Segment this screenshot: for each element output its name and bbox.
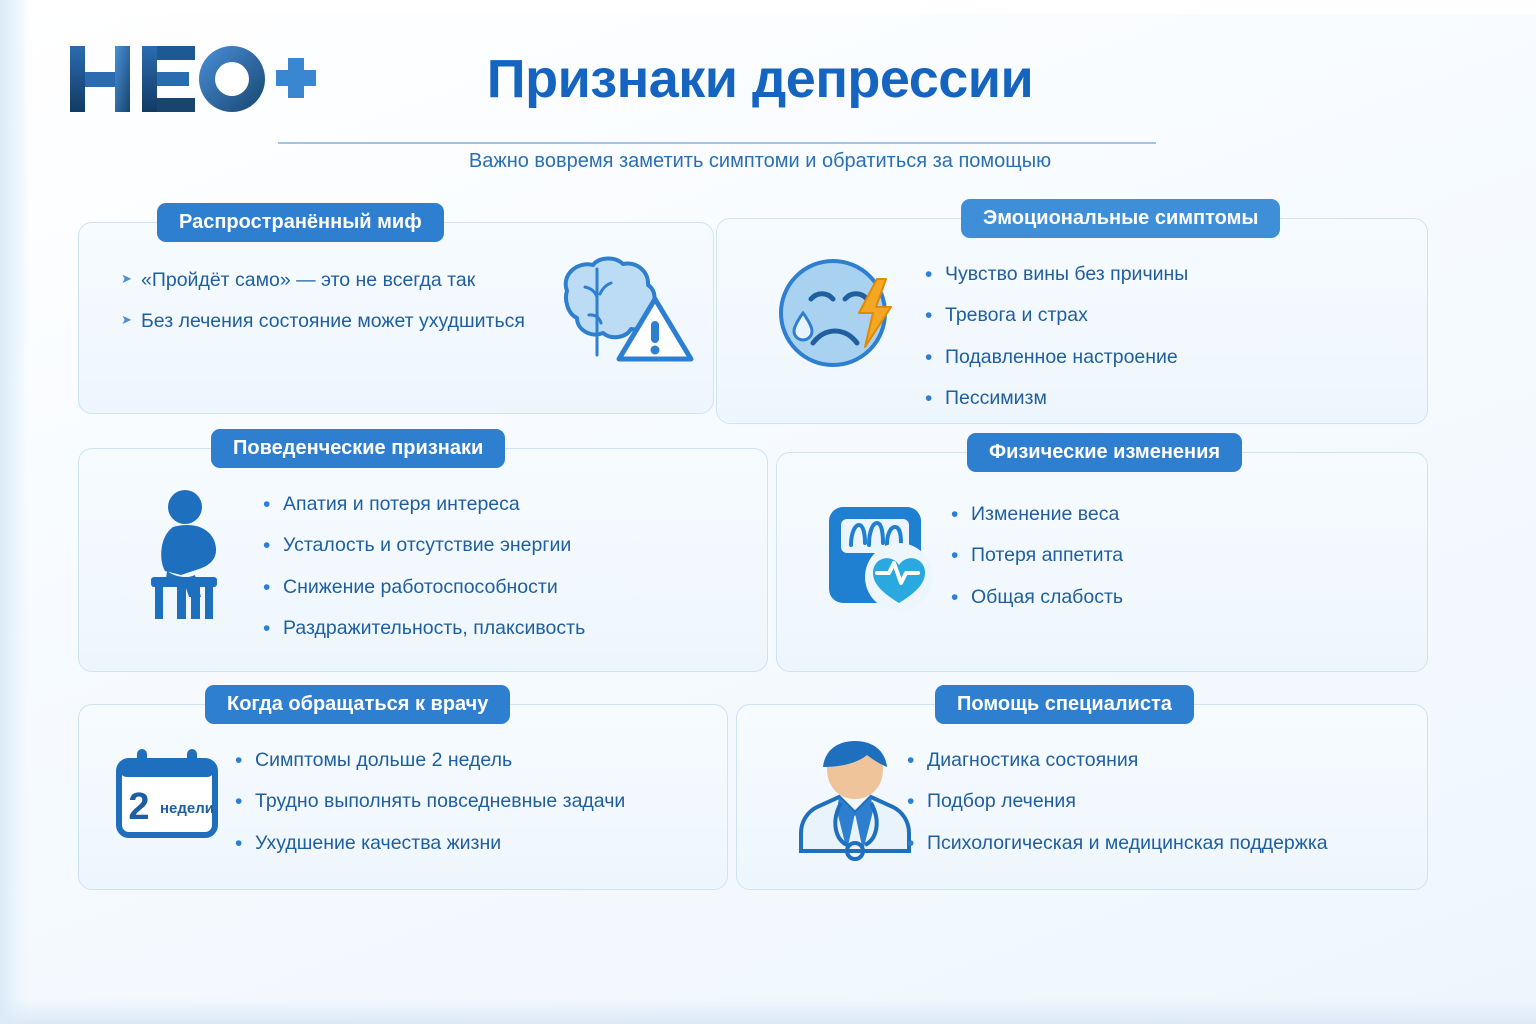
list-item: • Усталость и отсутствие энергии xyxy=(261,534,741,557)
card-specialist-help xyxy=(736,693,1428,890)
calendar-number: 2 xyxy=(128,786,150,828)
list-item: • Пессимизм xyxy=(923,387,1393,410)
card-myth xyxy=(78,211,714,414)
list-item: • Диагностика состояния xyxy=(905,749,1425,772)
bottom-edge-decoration xyxy=(0,998,1536,1024)
list-item: • Подбор лечения xyxy=(905,790,1425,813)
card-help-badge: Помощь специалиста xyxy=(935,685,1194,724)
list-item: ➤ Без лечения состояние может ухудшиться xyxy=(119,310,519,333)
page-title: Признаки депрессии xyxy=(486,49,1034,109)
list-item: • Потеря аппетита xyxy=(949,544,1399,567)
card-when-list xyxy=(233,749,713,873)
card-behavior-badge: Поведенческие признаки xyxy=(211,429,505,468)
card-emotional xyxy=(716,207,1428,424)
top-edge-decoration xyxy=(0,0,1536,14)
list-item: • Раздражительность, плаксивость xyxy=(261,617,741,640)
brain-warning-icon xyxy=(527,253,707,388)
card-myth-badge: Распространённый миф xyxy=(157,203,444,242)
title-divider xyxy=(278,142,1156,144)
card-physical-list xyxy=(949,503,1399,627)
card-emotional-list xyxy=(923,263,1393,429)
card-myth-list xyxy=(119,269,525,352)
page-subtitle: Важно вовремя заметить симптоми и обратиться за помощыю xyxy=(468,150,1052,172)
list-item: ➤ «Пройдёт само» — это не всегда так xyxy=(119,269,519,292)
list-item: • Психологическая и медицинская поддержка xyxy=(905,832,1425,855)
scale-heartbeat-icon xyxy=(815,489,965,634)
card-when-to-visit-doctor xyxy=(78,693,728,890)
list-item: • Симптомы дольше 2 недель xyxy=(233,749,713,772)
card-when-badge: Когда обращаться к врачу xyxy=(205,685,510,724)
list-item: • Ухудшение качества жизни xyxy=(233,832,713,855)
list-item: • Общая слабость xyxy=(949,586,1399,609)
list-item: • Чувство вины без причины xyxy=(923,263,1393,286)
calendar-icon xyxy=(103,747,233,852)
sitting-person-icon xyxy=(123,485,273,630)
card-emotional-badge: Эмоциональные симптомы xyxy=(961,199,1280,238)
card-behavior-list xyxy=(261,493,741,659)
list-item: • Апатия и потеря интереса xyxy=(261,493,741,516)
list-item: • Тревога и страх xyxy=(923,304,1393,327)
card-help-list xyxy=(905,749,1425,873)
sad-face-icon xyxy=(773,251,913,386)
list-item: • Подавленное настроение xyxy=(923,346,1393,369)
list-item: • Изменение веса xyxy=(949,503,1399,526)
calendar-label: недели xyxy=(159,800,215,817)
card-physical-badge: Физические изменения xyxy=(967,433,1242,472)
card-physical xyxy=(776,441,1428,672)
list-item: • Трудно выполнять повседневные задачи xyxy=(233,790,713,813)
list-item: • Снижение работоспособности xyxy=(261,576,741,599)
header xyxy=(0,18,1536,172)
card-behavior xyxy=(78,437,768,672)
brand-logo xyxy=(68,40,318,120)
